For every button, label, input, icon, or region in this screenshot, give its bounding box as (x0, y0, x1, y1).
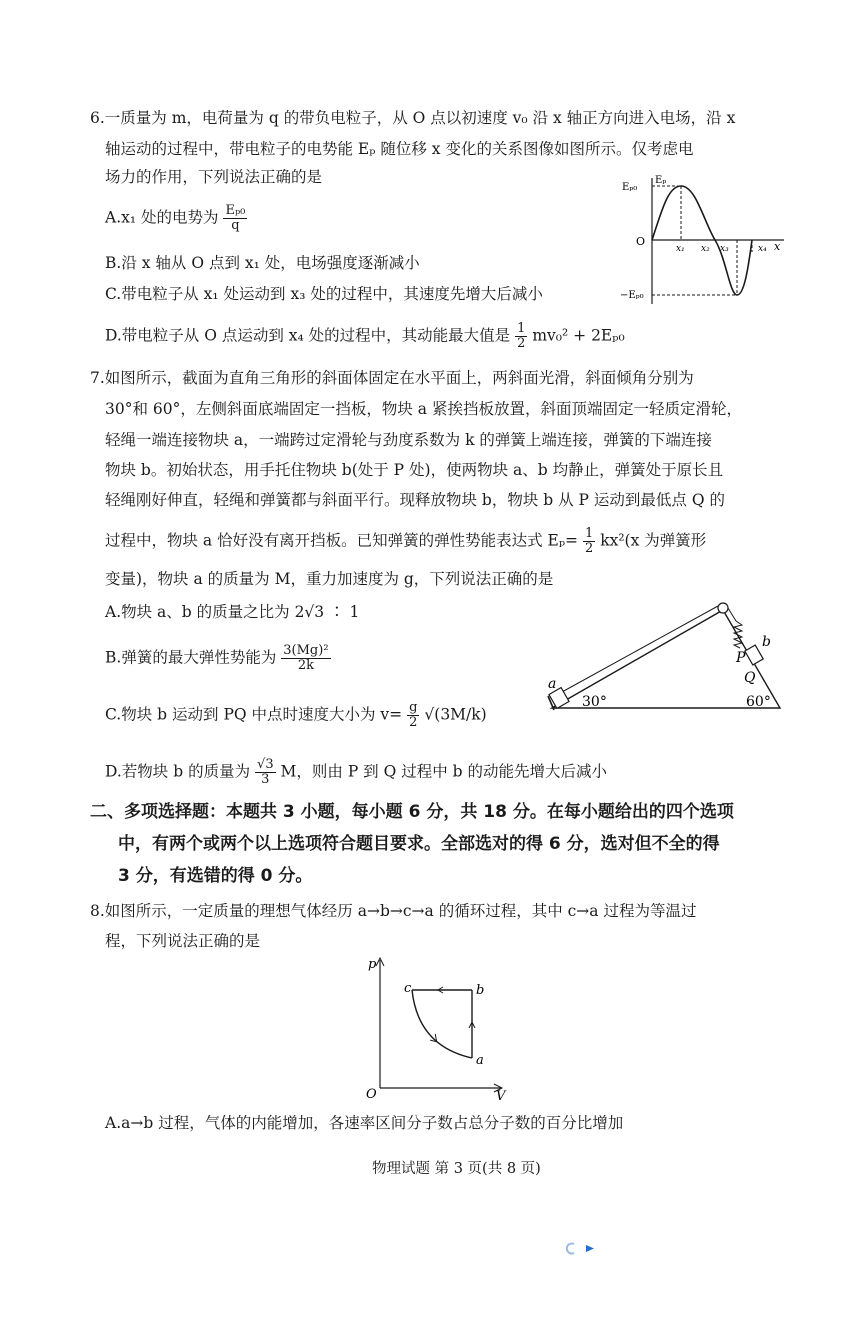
q7-option-c-text: C.物块 b 运动到 PQ 中点时速度大小为 v= (105, 705, 403, 724)
q7-energy-numerator: 1 (584, 526, 594, 541)
q6-graph-label-origin: O (636, 235, 646, 248)
q7-option-c (105, 701, 487, 730)
q7-energy-fraction (583, 527, 595, 556)
q6-graph-label-ep0: Eₚ₀ (622, 182, 638, 193)
q6-option-c: C.带电粒子从 x₁ 处运动到 x₃ 处的过程中，其速度先增大后减小 (105, 285, 543, 303)
q7-incline-figure (540, 596, 785, 714)
q6-option-d-numerator: 1 (517, 321, 526, 336)
q7-rope-right (728, 608, 736, 621)
q7-option-d-text: D.若物块 b 的质量为 (105, 762, 251, 781)
q7-stem-line2: 30°和 60°，左侧斜面底端固定一挡板，物块 a 紧挨挡板放置，斜面顶端固定一轻质定滑轮， (105, 400, 742, 418)
q6-option-d-denominator: 2 (517, 336, 526, 351)
q6-option-b: B.沿 x 轴从 O 点到 x₁ 处，电场强度逐渐减小 (105, 254, 420, 272)
q7-stem-line1: 7.如图所示，截面为直角三角形的斜面体固定在水平面上，两斜面光滑，斜面倾角分别为 (90, 369, 694, 387)
q6-option-d-text: D.带电粒子从 O 点运动到 x₄ 处的过程中，其动能最大值是 (105, 326, 511, 345)
q6-graph-label-x2: x₂ (701, 244, 710, 254)
q7-stem-line6-suffix: kx²(x 为弹簧形 (600, 531, 707, 550)
q7-stem-line6-text: 过程中，物块 a 恰好没有离开挡板。已知弹簧的弹性势能表达式 Eₚ= (105, 531, 579, 550)
q6-graph-label-neg-ep0: −Eₚ₀ (620, 290, 644, 301)
q7-label-p: P (736, 650, 746, 666)
q8-graph-label-a: a (476, 1053, 484, 1068)
q6-option-a-numerator: Eₚ₀ (225, 203, 246, 218)
q6-graph-label-x1: x₁ (676, 244, 685, 254)
q7-option-d-fraction (255, 758, 276, 787)
scan-mark-arrow (586, 1245, 594, 1252)
q6-option-d (105, 322, 625, 351)
q7-label-a: a (548, 676, 557, 692)
q8-pv-graph (362, 952, 512, 1100)
q7-label-b: b (762, 634, 771, 650)
q7-option-b-text: B.弹簧的最大弹性势能为 (105, 648, 277, 667)
q8-option-a: A.a→b 过程，气体的内能增加，各速率区间分子数占总分子数的百分比增加 (105, 1114, 624, 1132)
q8-stem-line2: 程，下列说法正确的是 (105, 932, 261, 950)
scan-mark-arc (567, 1244, 574, 1254)
q6-option-a-denominator: q (231, 218, 240, 233)
q7-spring-icon (734, 621, 742, 648)
q7-option-c-denominator: 2 (409, 715, 418, 730)
section2-heading-line1: 二、多项选择题：本题共 3 小题，每小题 6 分，共 18 分。在每小题给出的四个选项 (90, 802, 734, 822)
q7-option-c-fraction (407, 701, 419, 730)
q7-option-d-numerator: √3 (257, 757, 274, 772)
q6-graph-label-x: x (774, 240, 781, 253)
q7-stem-line7: 变量)，物块 a 的质量为 M，重力加速度为 g，下列说法正确的是 (105, 570, 554, 588)
section2-heading-line2: 中，有两个或两个以上选项符合题目要求。全部选对的得 6 分，选对但不全的得 (118, 834, 720, 854)
q7-label-angle60: 60° (746, 694, 771, 710)
scan-mark-icon (566, 1240, 600, 1256)
q7-stem-line4: 物块 b。初始状态，用手托住物块 b(处于 P 处)，使两物块 a、b 均静止，弹簧处于原长且 (105, 461, 724, 479)
q6-option-a-fraction (223, 204, 247, 233)
q7-energy-denominator: 2 (584, 541, 594, 556)
q6-graph-label-x3: x₃ (720, 244, 729, 254)
q6-option-d-fraction (515, 322, 527, 351)
q7-option-b (105, 644, 331, 673)
q7-option-d-denominator: 3 (261, 772, 270, 787)
page-footer: 物理试题 第 3 页(共 8 页) (372, 1161, 541, 1177)
q7-option-b-fraction (281, 644, 330, 673)
q8-graph-label-o: O (366, 1087, 377, 1100)
q6-option-d-suffix: mv₀² + 2Eₚ₀ (532, 326, 625, 345)
q6-stem-line3: 场力的作用，下列说法正确的是 (105, 168, 323, 186)
q7-rope-left (562, 606, 718, 692)
q6-option-a-text: A.x₁ 处的电势为 (105, 208, 219, 227)
q7-option-d (105, 758, 607, 787)
q7-pulley-icon (718, 603, 728, 613)
q7-option-a: A.物块 a、b 的质量之比为 2√3 ∶ 1 (105, 603, 360, 621)
q7-label-q: Q (744, 670, 756, 686)
q6-stem-line2: 轴运动的过程中，带电粒子的电势能 Eₚ 随位移 x 变化的关系图像如图所示。仅考虑电 (105, 140, 694, 158)
q6-graph-label-x4: x₄ (758, 244, 767, 254)
q7-option-c-numerator: g (409, 700, 418, 715)
q8-graph-label-b: b (476, 983, 485, 998)
q8-graph-label-p: p (368, 957, 377, 972)
q7-option-c-root: √(3M/k) (424, 705, 487, 724)
q6-option-a (105, 204, 247, 233)
q7-stem-line5: 轻绳刚好伸直，轻绳和弹簧都与斜面平行。现释放物块 b，物块 b 从 P 运动到最低点 Q 的 (105, 491, 725, 509)
q6-graph-label-ep: Eₚ (655, 175, 667, 186)
q7-stem-line6 (105, 527, 706, 556)
q7-option-d-suffix: M，则由 P 到 Q 过程中 b 的动能先增大后减小 (280, 762, 608, 781)
q7-stem-line3: 轻绳一端连接物块 a，一端跨过定滑轮与劲度系数为 k 的弹簧上端连接，弹簧的下端连接 (105, 431, 712, 449)
q8-path-ca (412, 990, 472, 1058)
q7-block-b (745, 645, 763, 665)
q6-stem-line1: 6.一质量为 m，电荷量为 q 的带负电粒子，从 O 点以初速度 v₀ 沿 x 轴正方向进入电场，沿 x (90, 109, 736, 127)
q7-option-b-numerator: 3(Mg)² (283, 643, 329, 658)
q7-label-angle30: 30° (582, 694, 607, 710)
q6-ep-x-graph (618, 170, 788, 310)
q8-stem-line1: 8.如图所示，一定质量的理想气体经历 a→b→c→a 的循环过程，其中 c→a 过程为等温过 (90, 902, 697, 920)
q7-option-b-denominator: 2k (297, 658, 314, 673)
q8-graph-label-v: V (496, 1089, 506, 1100)
section2-heading-line3: 3 分，有选错的得 0 分。 (118, 866, 313, 886)
q8-graph-label-c: c (404, 981, 412, 996)
